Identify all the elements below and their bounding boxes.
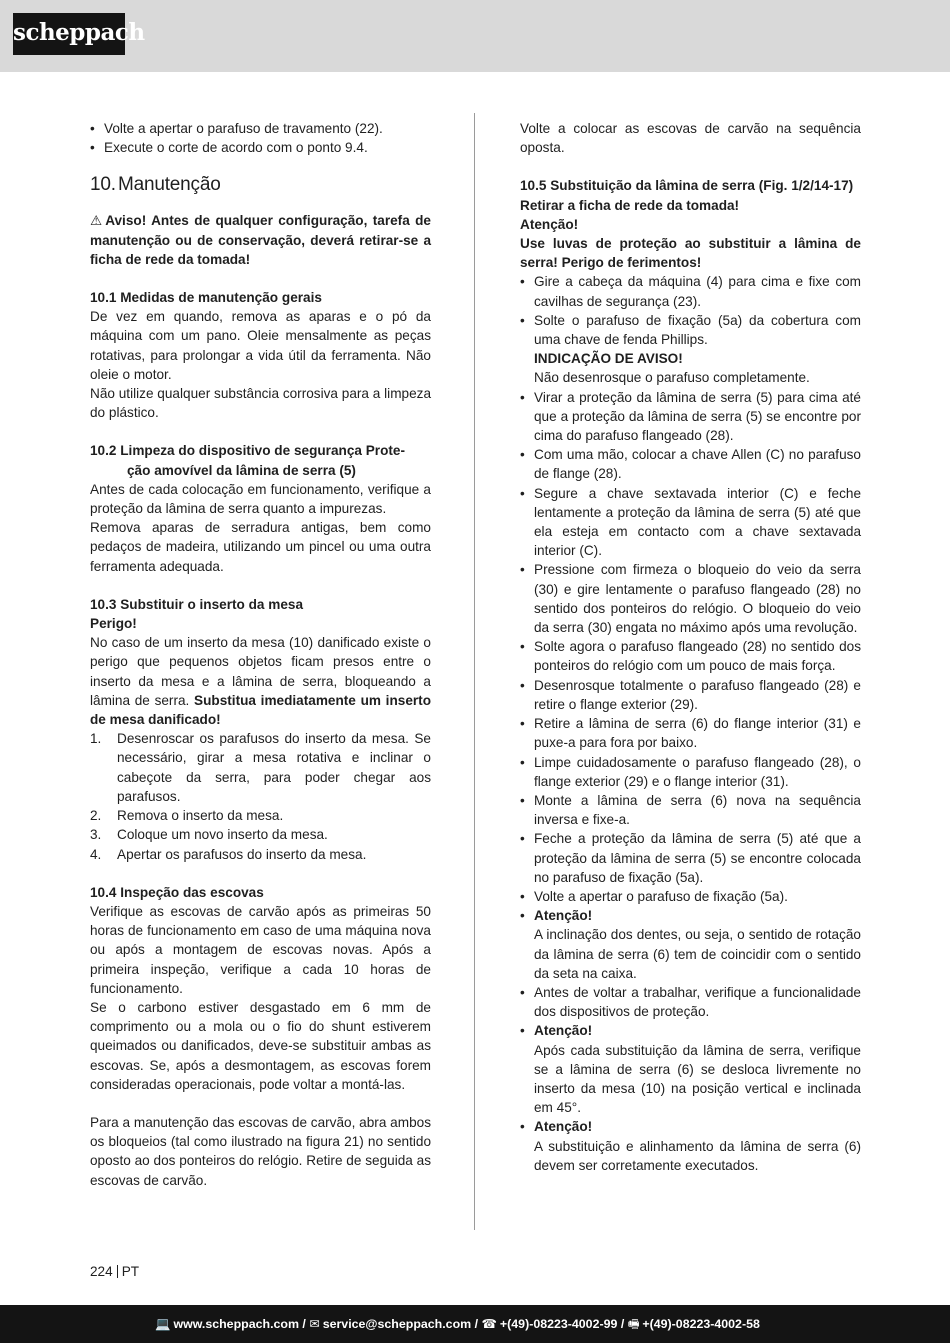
paragraph: Verifique as escovas de carvão após as primeiras 50 horas de funcionamento em caso de uma máquina nova ou após a montagem de escovas novas. Após a primeira inspeção, verifique a cada 10 horas de funcionamento. — [90, 903, 431, 996]
list-item — [520, 388, 861, 446]
list-item: • Volte a apertar o parafuso de travamento (22). — [90, 119, 431, 138]
paragraph: Para a manutenção das escovas de carvão, abra ambos os bloqueios (tal como ilustrado na figura 21) no sentido oposto ao dos ponteiros do relógio. Retire de seguida as escovas de carvão. — [90, 1114, 431, 1188]
list-item-note: A inclinação dos dentes, ou seja, o sentido de rotação da lâmina de serra (6) tem de coincidir com o sentido da seta na caixa. — [534, 927, 861, 981]
list-item — [520, 753, 861, 791]
subsection-title: 10.3 Substituir o inserto da mesa — [90, 596, 304, 612]
step-text: Apertar os parafusos do inserto da mesa. — [117, 846, 367, 862]
list-item — [520, 791, 861, 829]
footer-email-link[interactable]: service@scheppach.com — [322, 1317, 472, 1331]
left-column — [90, 119, 431, 1190]
list-item — [520, 906, 861, 983]
footer-website-link[interactable]: www.scheppach.com — [173, 1317, 299, 1331]
list-item: • Execute o corte de acordo com o ponto 9.4. — [90, 138, 431, 157]
instruction-line: Use luvas de proteção ao substituir a lâmina de serra! Perigo de ferimentos! — [520, 236, 861, 271]
subsection-title: 10.4 Inspeção das escovas — [90, 884, 264, 900]
list-item — [520, 676, 861, 714]
list-item-text: Solte o parafuso de fixação (5a) da cobertura com uma chave de fenda Phillips. — [534, 312, 861, 348]
list-item-text: Antes de voltar a trabalhar, verifique a funcionalidade dos dispositivos de proteção. — [534, 984, 861, 1020]
list-item-text: Desenrosque totalmente o parafuso flangeado (28) e retire o flange exterior (29). — [534, 677, 861, 712]
step-number: 1. — [90, 731, 102, 747]
list-item-text: Pressione com firmeza o bloqueio do veio da serra (30) e gire lentamente o parafuso flangeado (28) no sentido dos ponteiros do relógio. O bloqueio do veio da serra (30) engata no máximo após uma revolução. — [534, 562, 861, 636]
list-item — [520, 560, 861, 637]
list-item — [520, 637, 861, 675]
warning-label: INDICAÇÃO DE AVISO! — [534, 351, 683, 367]
list-item — [90, 729, 431, 806]
list-item-text: Limpe cuidadosamente o parafuso flangeado (28), o flange exterior (29) e o flange interior (31). — [534, 754, 861, 789]
list-item — [520, 272, 861, 310]
list-item-text: Retire a lâmina de serra (6) do flange interior (31) e puxe-a para fora por baixo. — [534, 716, 861, 751]
list-item-text: Gire a cabeça da máquina (4) para cima e fixe com cavilhas de segurança (23). — [534, 274, 861, 309]
list-item-text: Com uma mão, colocar a chave Allen (C) no parafuso de flange (28). — [534, 447, 861, 482]
page-language: PT — [121, 1264, 140, 1279]
intro-list — [90, 119, 431, 157]
phone-icon: ☎ — [481, 1317, 497, 1331]
warning-icon: ⚠ — [90, 213, 103, 229]
list-item-text: Feche a proteção da lâmina de serra (5) até que a proteção da lâmina de serra (5) se encontre colocada no parafuso de fixação (5a). — [534, 831, 861, 885]
step-text: Coloque um novo inserto da mesa. — [117, 827, 328, 843]
section-number: 10. — [90, 174, 116, 196]
list-item — [520, 311, 861, 388]
subsection-title: 10.1 Medidas de manutenção gerais — [90, 290, 322, 306]
list-item-text: Monte a lâmina de serra (6) nova na sequência inversa e fixe-a. — [534, 792, 861, 828]
list-item-text: Solte agora o parafuso flangeado (28) no sentido dos ponteiros do relógio com um pouco de mais força. — [534, 639, 861, 674]
warning-note — [90, 211, 431, 269]
list-item — [520, 829, 861, 887]
paragraph — [90, 633, 431, 729]
list-item — [520, 484, 861, 561]
paragraph: Antes de cada colocação em funcionamento, verifique a proteção da lâmina de serra quanto a impurezas. — [90, 481, 431, 517]
footer-bar — [0, 1305, 950, 1343]
subsection-title-line1: 10.2 Limpeza do dispositivo de segurança Prote- — [90, 443, 406, 459]
footer-separator: / — [298, 1317, 310, 1331]
list-item — [520, 1021, 861, 1117]
page-number-separator — [117, 1265, 118, 1278]
mail-icon: ✉ — [309, 1317, 320, 1331]
column-divider — [474, 113, 475, 1230]
list-item-text: Virar a proteção da lâmina de serra (5) para cima até que a proteção da lâmina de serra (5) se encontre por cima do parafuso flangeado (28). — [534, 389, 861, 444]
step-text: Desenroscar os parafusos do inserto da mesa. Se necessário, girar a mesa rotativa e inclinar o cabeçote da serra, para poder chegar aos parafusos. — [117, 731, 431, 804]
footer-phone: +(49)-08223-4002-99 — [499, 1317, 618, 1331]
attention-label: Atenção! — [534, 908, 593, 924]
footer-contacts — [155, 1305, 760, 1343]
page-number-value: 224 — [90, 1264, 113, 1279]
list-item-note: Não desenrosque o parafuso completamente. — [534, 370, 810, 386]
warning-text: Aviso! Antes de qualquer configuração, tarefa de manutenção ou de conservação, deverá retirar-se a ficha de rede da tomada! — [90, 213, 431, 267]
paragraph: Se o carbono estiver desgastado em 6 mm de comprimento ou a mola ou o fio do shunt estiverem queimados ou danificados, deve-se substituir ambas as escovas. Se, após a desmontagem, as escovas forem consideradas operacionais, pode voltar a montá-las. — [90, 999, 431, 1092]
step-number: 3. — [90, 827, 102, 843]
step-number: 4. — [90, 846, 102, 862]
subsection-title — [90, 441, 431, 479]
attention-label: Atenção! — [534, 1119, 593, 1135]
paragraph: De vez em quando, remova as aparas e o pó da máquina com um pano. Oleie mensalmente as peças rotativas, para prolongar a vida útil da ferramenta. Não oleie o motor. — [90, 309, 431, 382]
list-item — [520, 714, 861, 752]
list-item — [520, 445, 861, 483]
steps-list — [90, 729, 431, 863]
footer-separator: / — [471, 1317, 482, 1331]
procedure-list — [520, 272, 861, 1175]
attention-label: Atenção! — [520, 216, 579, 232]
danger-label: Perigo! — [90, 616, 137, 632]
list-item — [520, 1117, 861, 1175]
list-item — [90, 825, 431, 844]
list-item-note: A substituição e alinhamento da lâmina de serra (6) devem ser corretamente executados. — [534, 1138, 861, 1173]
page-number — [90, 1264, 139, 1279]
list-item-text: Segure a chave sextavada interior (C) e feche lentamente a proteção da lâmina de serra (5) até que ela esteja em contacto com a chave sextavada interior (C). — [534, 485, 861, 559]
instruction-line: Retirar a ficha de rede da tomada! — [520, 197, 740, 213]
paragraph: Não utilize qualquer substância corrosiva para a limpeza do plástico. — [90, 386, 431, 421]
attention-label: Atenção! — [534, 1023, 593, 1039]
section-title: Manutenção — [118, 174, 221, 196]
list-item — [520, 983, 861, 1021]
brand-logo: scheppach — [13, 13, 125, 55]
computer-icon: 💻 — [155, 1317, 171, 1331]
list-item — [520, 887, 861, 906]
footer-separator: / — [617, 1317, 628, 1331]
list-item — [90, 806, 431, 825]
section-heading — [90, 173, 431, 197]
list-item-note: Após cada substituição da lâmina de serra, verifique se a lâmina de serra (6) se desloca livremente no inserto da mesa (10) na posição vertical e inclinada em 45°. — [534, 1042, 861, 1116]
paragraph: Volte a colocar as escovas de carvão na sequência oposta. — [520, 121, 861, 156]
right-column — [520, 119, 861, 1175]
paragraph: Remova aparas de serradura antigas, bem como pedaços de madeira, utilizando um pincel ou uma outra ferramenta adequada. — [90, 520, 431, 574]
list-item-text: Volte a apertar o parafuso de fixação (5a). — [534, 888, 788, 904]
paragraph-text: No caso de um inserto da mesa (10) danificado existe o perigo que pequenos objetos ficam presos entre o inserto da mesa e a lâmina de serra, bloqueando a lâmina de serra. — [90, 635, 431, 708]
subsection-title: 10.5 Substituição da lâmina de serra (Fig. 1/2/14-17) — [520, 178, 854, 194]
fax-icon: 🖷 — [627, 1317, 640, 1331]
paragraph-emphasis: Substitua imediatamente um inserto de mesa danificado! — [90, 692, 431, 728]
step-text: Remova o inserto da mesa. — [117, 808, 284, 824]
list-item — [90, 845, 431, 864]
footer-fax: +(49)-08223-4002-58 — [642, 1317, 760, 1331]
subsection-title-line2: ção amovível da lâmina de serra (5) — [127, 462, 356, 478]
step-number: 2. — [90, 808, 102, 824]
header-band — [0, 0, 950, 72]
